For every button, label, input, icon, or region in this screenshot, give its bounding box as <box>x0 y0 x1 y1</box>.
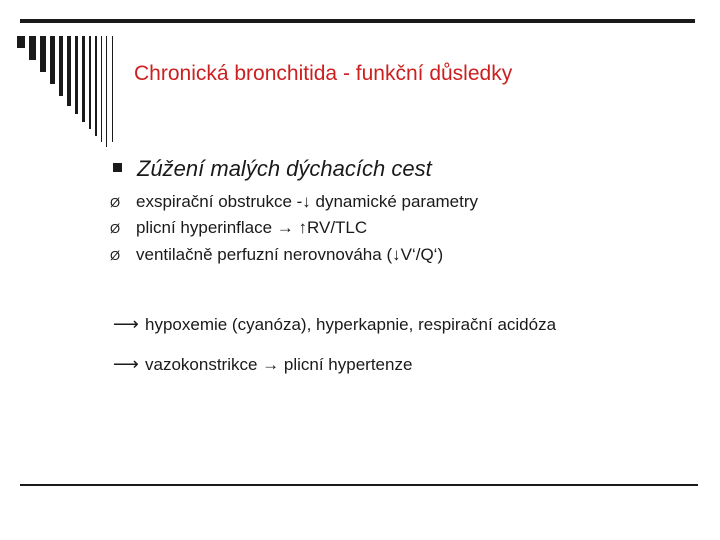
section-heading <box>113 156 432 182</box>
slide-title: Chronická bronchitida - funkční důsledky <box>134 62 513 85</box>
decor-bar <box>50 36 55 84</box>
bottom-rule <box>20 484 698 486</box>
decor-bar <box>29 36 36 60</box>
sub-item <box>110 192 478 212</box>
long-arrow-icon: ⟶ <box>113 314 139 334</box>
decor-bar <box>59 36 63 96</box>
decor-bar <box>17 36 25 48</box>
decor-bar <box>112 36 113 142</box>
consequence-text: hypoxemie (cyanóza), hyperkapnie, respirační acidóza <box>145 315 557 334</box>
sub-item-text: plicní hyperinflace → ↑RV/TLC <box>136 218 368 237</box>
decor-bar <box>67 36 71 106</box>
decor-bar <box>106 36 107 147</box>
decor-bar <box>101 36 102 142</box>
long-arrow-icon: ⟶ <box>113 354 139 374</box>
square-bullet-icon <box>113 163 122 172</box>
sub-item-text: exspirační obstrukce -↓ dynamické parametry <box>136 192 479 211</box>
arrowhead-bullet-icon: Ø <box>110 248 121 263</box>
decor-bar <box>82 36 85 122</box>
sub-item <box>110 245 443 265</box>
consequence-text: vazokonstrikce → plicní hypertenze <box>145 355 413 374</box>
decor-bar <box>75 36 78 114</box>
decor-bar <box>95 36 97 136</box>
decor-bar <box>89 36 91 129</box>
consequence-line <box>113 354 412 375</box>
decor-bar <box>40 36 46 72</box>
arrowhead-bullet-icon: Ø <box>110 195 121 210</box>
sub-item <box>110 218 367 238</box>
section-heading-text: Zúžení malých dýchacích cest <box>137 156 432 181</box>
consequence-line <box>113 314 556 335</box>
top-rule <box>20 19 695 23</box>
arrowhead-bullet-icon: Ø <box>110 221 121 236</box>
sub-item-text: ventilačně perfuzní nerovnováha (↓V‘/Q‘) <box>136 245 444 264</box>
